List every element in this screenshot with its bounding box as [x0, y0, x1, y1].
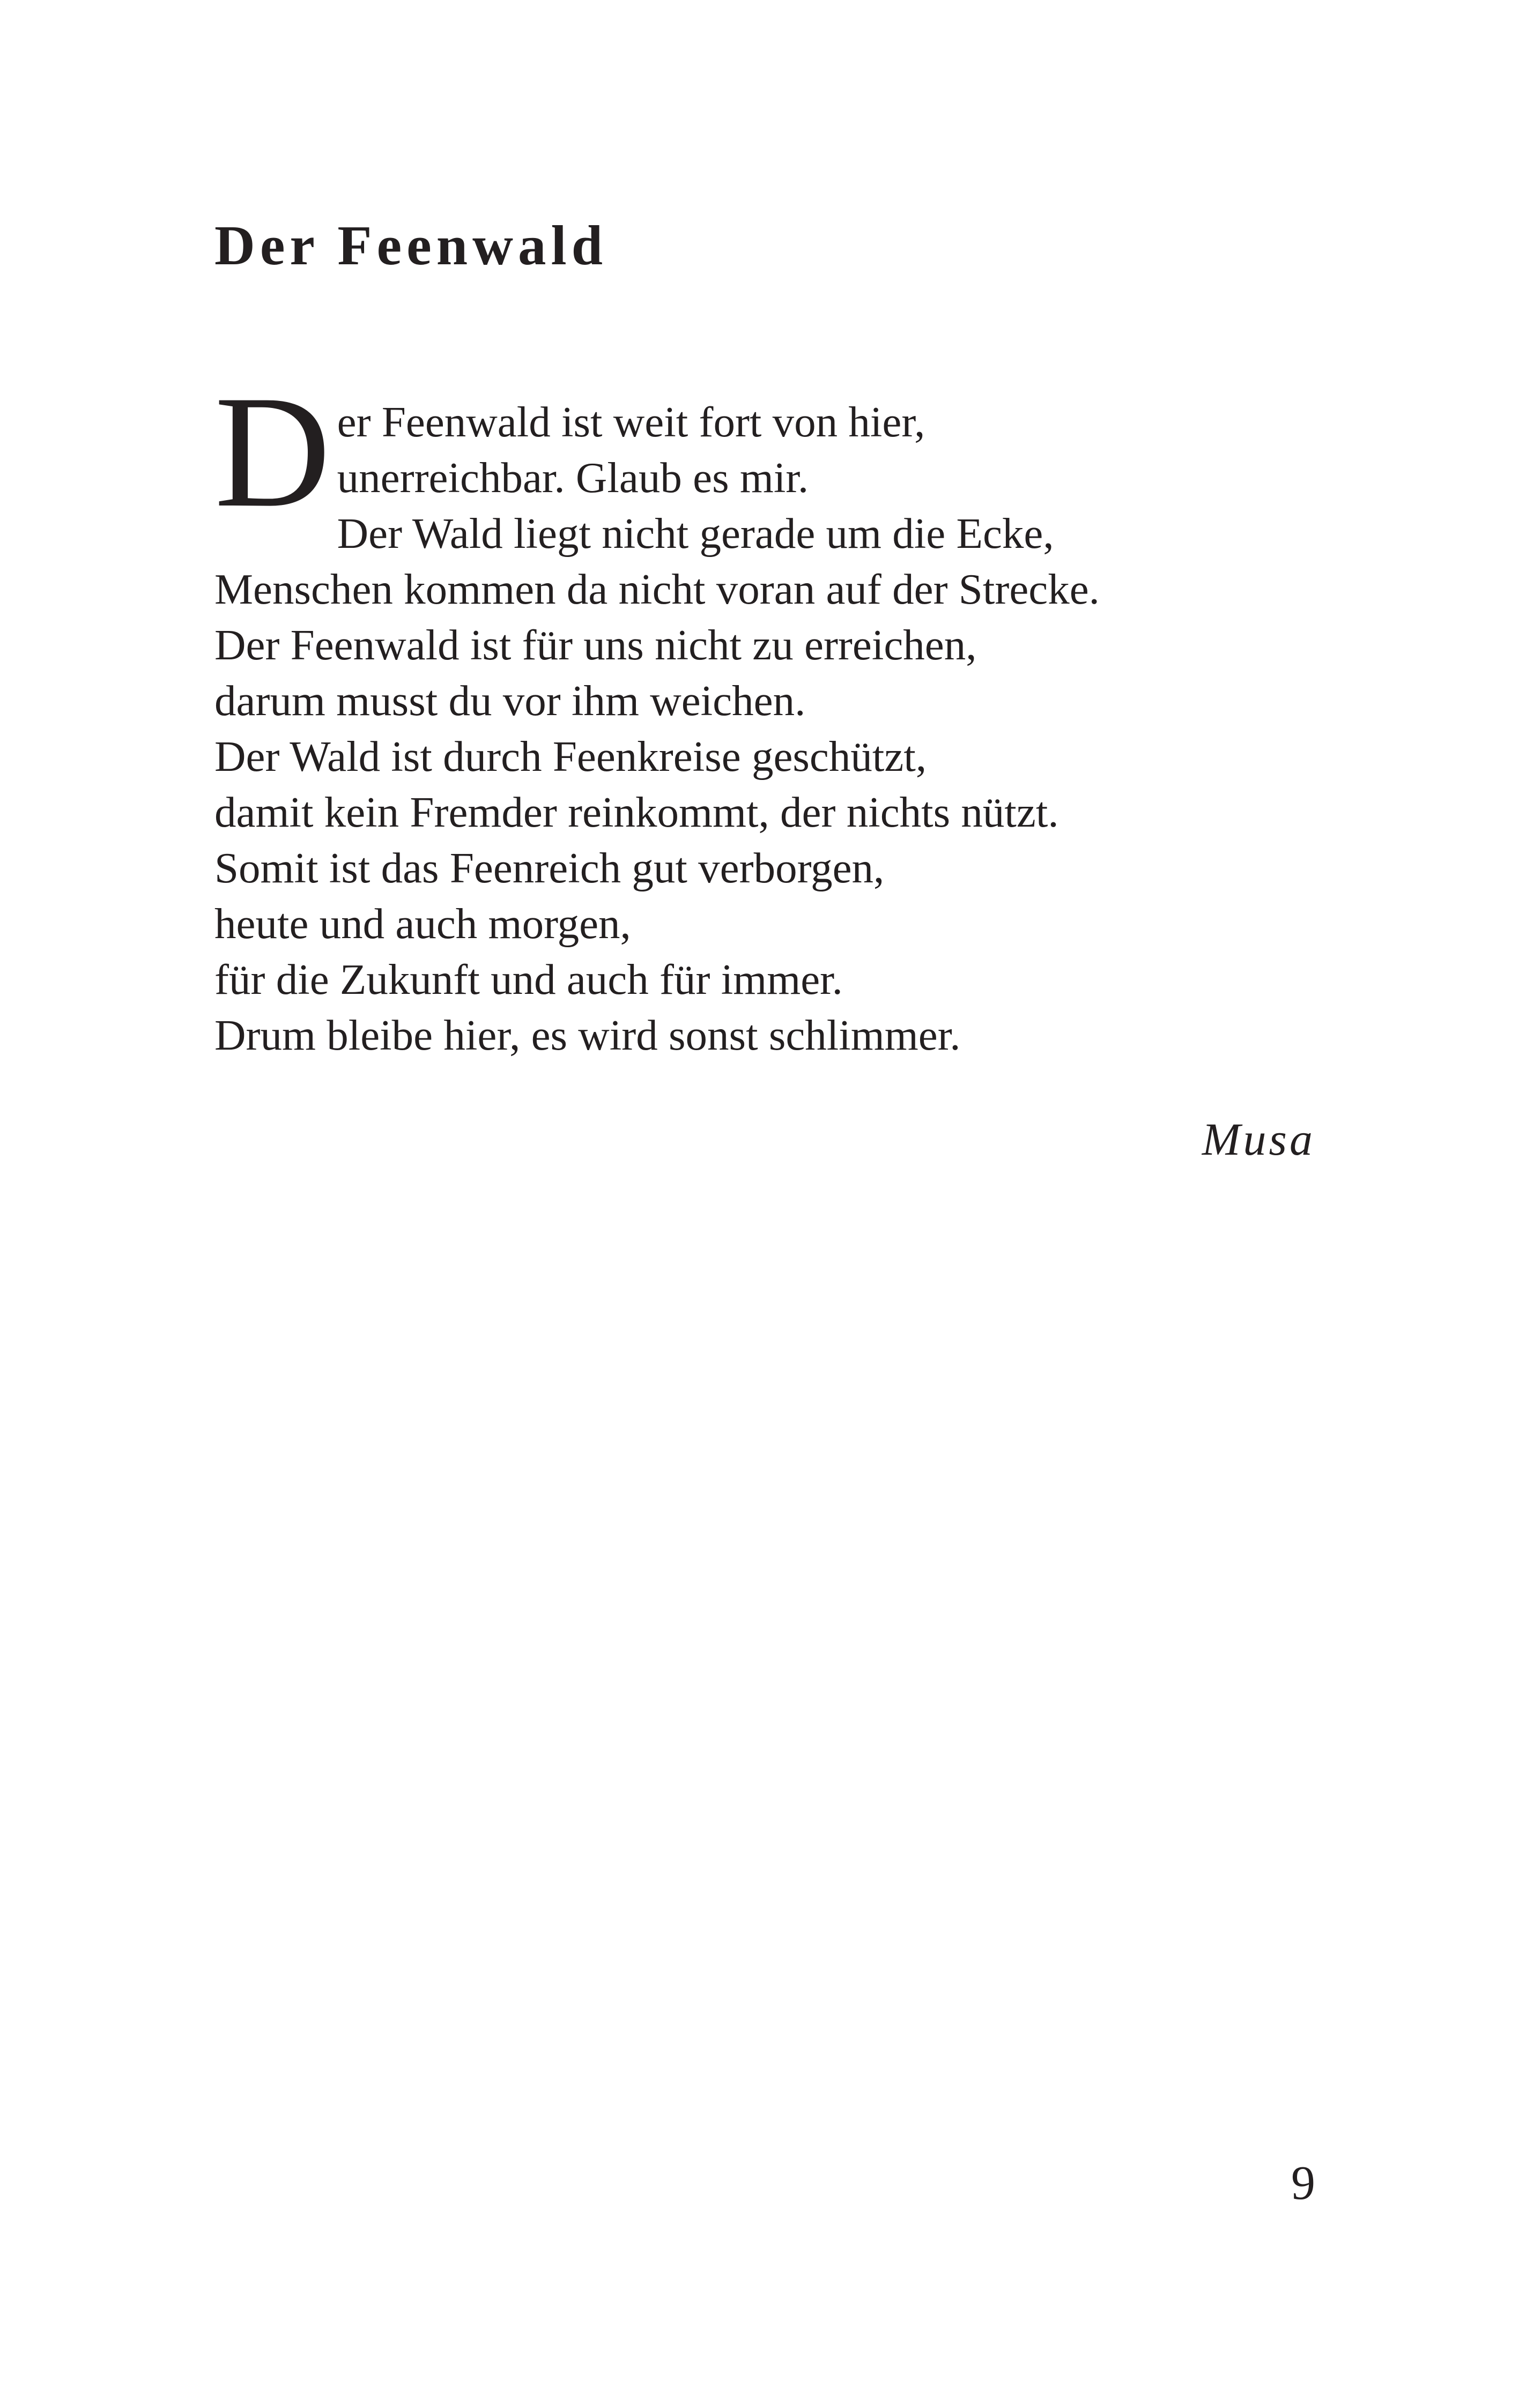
poem-title: Der Feenwald	[214, 214, 608, 277]
poem-line: für die Zukunft und auch für immer.	[214, 955, 843, 1004]
page-number: 9	[1291, 2157, 1315, 2210]
poem-line: Der Wald liegt nicht gerade um die Ecke,	[337, 509, 1054, 558]
poem-line: unerreichbar. Glaub es mir.	[337, 454, 809, 502]
poem-line: damit kein Fremder reinkommt, der nichts nützt.	[214, 788, 1059, 836]
poem-line: Menschen kommen da nicht voran auf der Strecke.	[214, 565, 1100, 613]
poem-line: Somit ist das Feenreich gut verborgen,	[214, 844, 885, 892]
poem-body	[214, 362, 1314, 1063]
poem-line: Drum bleibe hier, es wird sonst schlimmer.	[214, 1011, 961, 1059]
drop-cap: D	[214, 362, 331, 540]
poem-author: Musa	[1202, 1113, 1315, 1165]
poem-line: darum musst du vor ihm weichen.	[214, 677, 806, 725]
poem-line: Der Wald ist durch Feenkreise geschützt,	[214, 732, 927, 781]
poem-line: Der Feenwald ist für uns nicht zu erreichen,	[214, 621, 977, 669]
poem-line: heute und auch morgen,	[214, 900, 631, 948]
poem-line: er Feenwald ist weit fort von hier,	[337, 398, 925, 446]
